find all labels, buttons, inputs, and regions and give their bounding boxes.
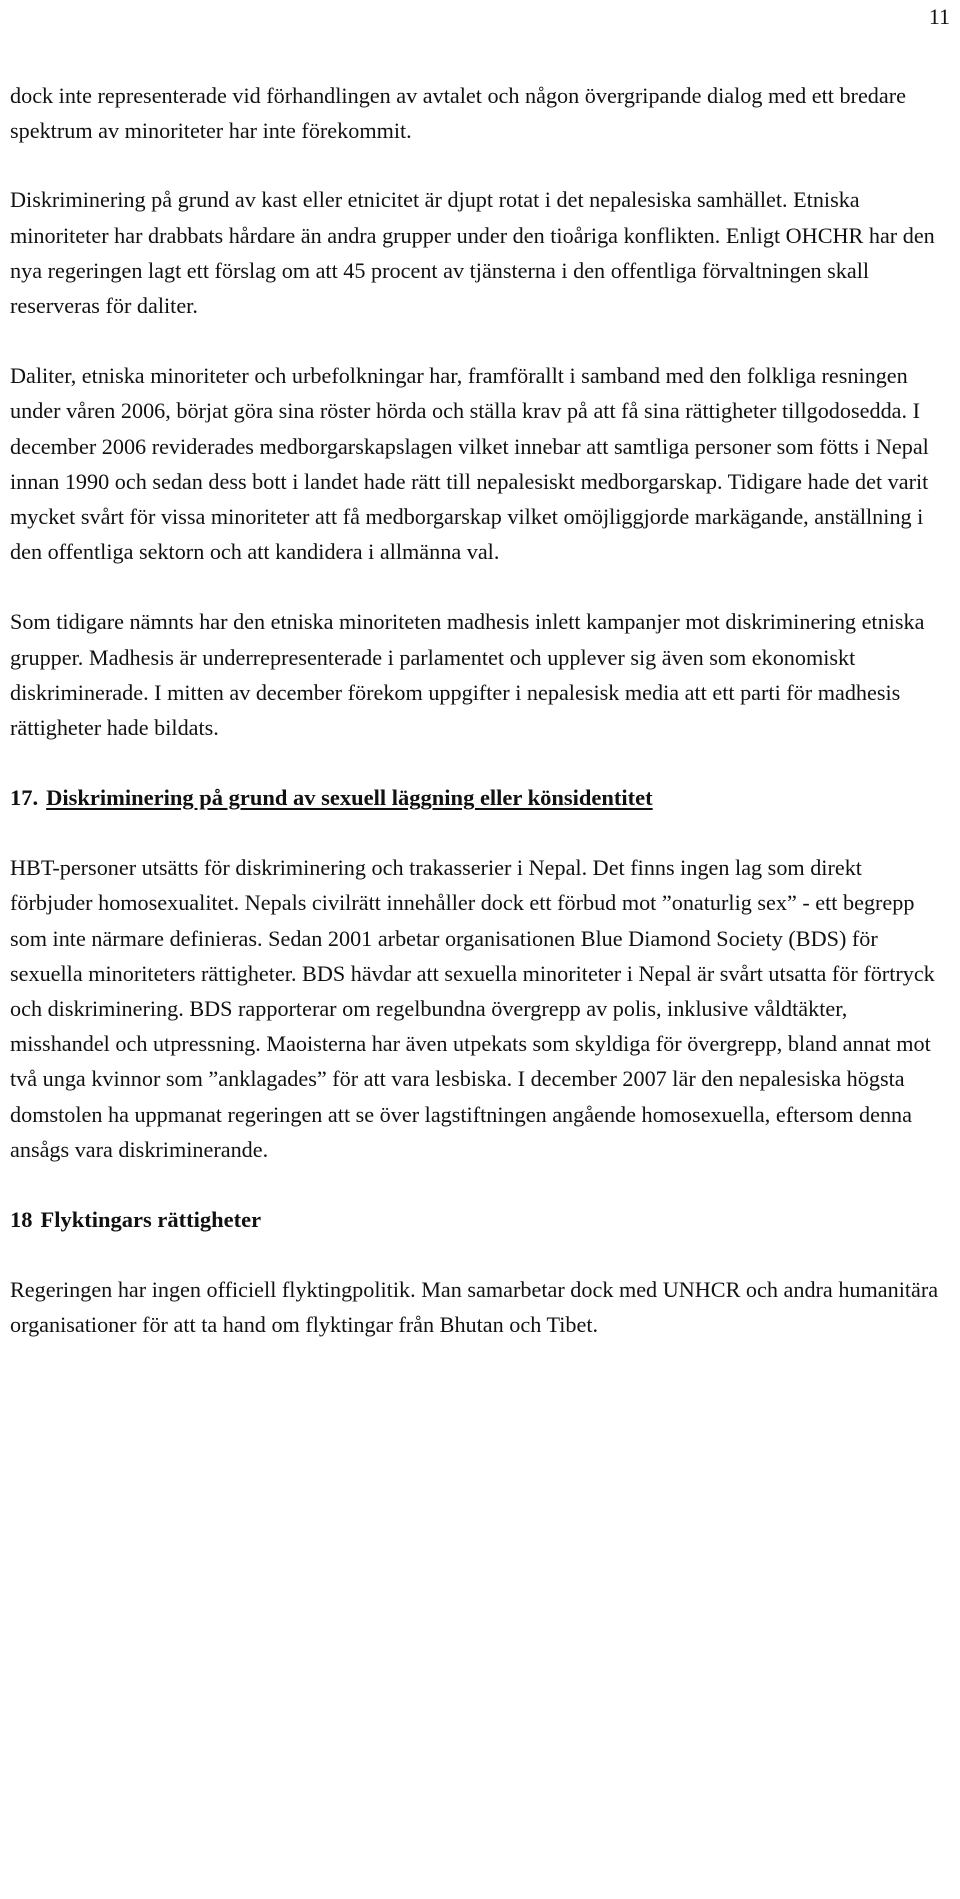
section-number: 17.	[10, 785, 39, 811]
section-heading-18	[10, 1202, 950, 1237]
paragraph-hbt: HBT-personer utsätts för diskriminering och trakasserier i Nepal. Det finns ingen lag som direkt förbjuder homosexualitet. Nepals civilrätt innehåller dock ett förbud mot ”onaturlig sex” - ett begrepp som inte närmare definieras. Sedan 2001 arbetar organisationen Blue Diamond Society (BDS) för sexuella minoriteters rättigheter. BDS hävdar att sexuella minoriteter i Nepal är svårt utsatta för förtryck och diskriminering. BDS rapporterar om regelbundna övergrepp av polis, inklusive våldtäkter, misshandel och utpressning. Maoisterna har även utpekats som skyldiga för övergrepp, bland annat mot två unga kvinnor som ”anklagades” för att vara lesbiska. I december 2007 lär den nepalesiska högsta domstolen ha uppmanat regeringen att se över lagstiftningen angående homosexuella, eftersom denna ansågs vara diskriminerande.	[10, 855, 935, 1162]
section-number: 18	[10, 1207, 33, 1233]
section-title: Diskriminering på grund av sexuell läggning eller könsidentitet	[46, 785, 653, 811]
page-number: 11	[928, 4, 950, 29]
paragraph-minority-negotiations: dock inte representerade vid förhandlingen av avtalet och någon övergripande dialog med ett bredare spektrum av minoriteter har inte förekommit.	[10, 83, 906, 144]
paragraph-madhesis: Som tidigare nämnts har den etniska minoriteten madhesis inlett kampanjer mot diskriminering etniska grupper. Madhesis är underrepresenterade i parlamentet och upplever sig även som ekonomiskt diskriminerade. I mitten av december förekom uppgifter i nepalesisk media att ett parti för madhesis rättigheter hade bildats.	[10, 609, 925, 741]
paragraph-refugees: Regeringen har ingen officiell flyktingpolitik. Man samarbetar dock med UNHCR och andra humanitära organisationer för att ta hand om flyktingar från Bhutan och Tibet.	[10, 1277, 939, 1338]
paragraph-dalit-citizenship: Daliter, etniska minoriteter och urbefolkningar har, framförallt i samband med den folkliga resningen under våren 2006, börjat göra sina röster hörda och ställa krav på att få sina rättigheter tillgodosedda. I december 2006 reviderades medborgarskapslagen vilket innebar att samtliga personer som fötts i Nepal innan 1990 och sedan dess bott i landet hade rätt till nepalesiskt medborgarskap. Tidigare hade det varit mycket svårt för vissa minoriteter att få medborgarskap vilket omöjliggjorde markägande, anställning i den offentliga sektorn och att kandidera i allmänna val.	[10, 363, 929, 565]
section-heading-17	[10, 780, 950, 815]
document-body	[10, 78, 950, 1377]
section-title: Flyktingars rättigheter	[40, 1207, 262, 1233]
paragraph-caste-discrimination: Diskriminering på grund av kast eller etnicitet är djupt rotat i det nepalesiska samhället. Etniska minoriteter har drabbats hårdare än andra grupper under den tioåriga konflikten. Enligt OHCHR har den nya regeringen lagt ett förslag om att 45 procent av tjänsterna i den offentliga förvaltningen skall reserveras för daliter.	[10, 187, 935, 319]
